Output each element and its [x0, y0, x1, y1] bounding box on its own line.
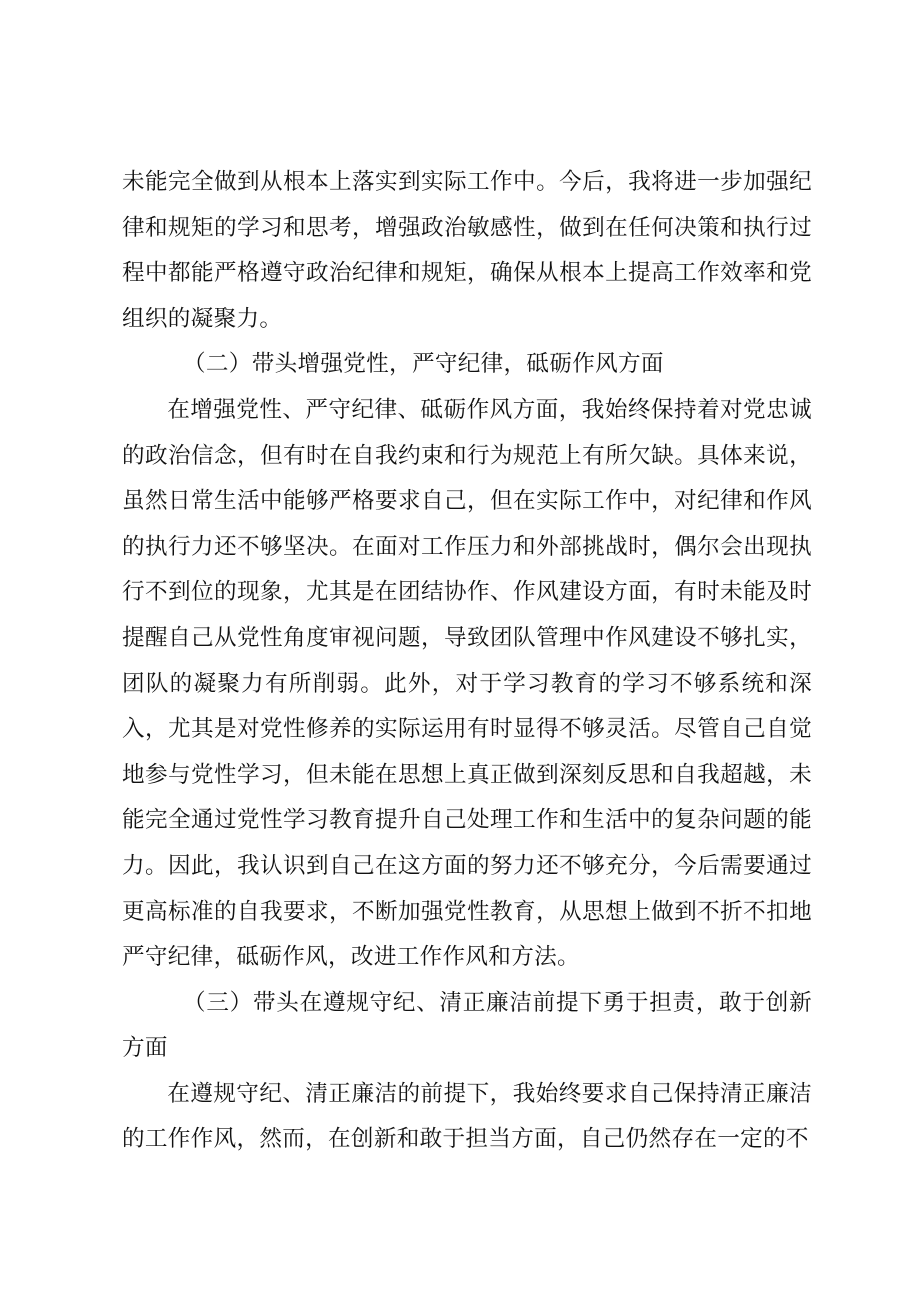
document-body — [122, 160, 812, 1163]
paragraph-party-spirit: 在增强党性、严守纪律、砥砺作风方面，我始终保持着对党忠诚的政治信念，但有时在自我约束和行为规范上有所欠缺。具体来说，虽然日常生活中能够严格要求自己，但在实际工作中，对纪律和作风的执行力还不够坚决。在面对工作压力和外部挑战时，偶尔会出现执行不到位的现象，尤其是在团结协作、作风建设方面，有时未能及时提醒自己从党性角度审视问题，导致团队管理中作风建设不够扎实，团队的凝聚力有所削弱。此外，对于学习教育的学习不够系统和深入，尤其是对党性修养的实际运用有时显得不够灵活。尽管自己自觉地参与党性学习，但未能在思想上真正做到深刻反思和自我超越，未能完全通过党性学习教育提升自己处理工作和生活中的复杂问题的能力。因此，我认识到自己在这方面的努力还不够充分，今后需要通过更高标准的自我要求，不断加强党性教育，从思想上做到不折不扣地严守纪律，砥砺作风，改进工作作风和方法。 — [122, 396, 812, 971]
section-heading-2: （二）带头增强党性，严守纪律，砥砺作风方面 — [183, 351, 664, 378]
section-heading-3: （三）带头在遵规守纪、清正廉洁前提下勇于担责，敢于创新方面 — [122, 989, 812, 1062]
paragraph-continuation: 未能完全做到从根本上落实到实际工作中。今后，我将进一步加强纪律和规矩的学习和思考，增强政治敏感性，做到在任何决策和执行过程中都能严格遵守政治纪律和规矩，确保从根本上提高工作效率和党组织的凝聚力。 — [122, 169, 812, 332]
paragraph-integrity: 在遵规守纪、清正廉洁的前提下，我始终要求自己保持清正廉洁的工作作风，然而，在创新和敢于担当方面，自己仍然存在一定的不 — [122, 1080, 812, 1153]
